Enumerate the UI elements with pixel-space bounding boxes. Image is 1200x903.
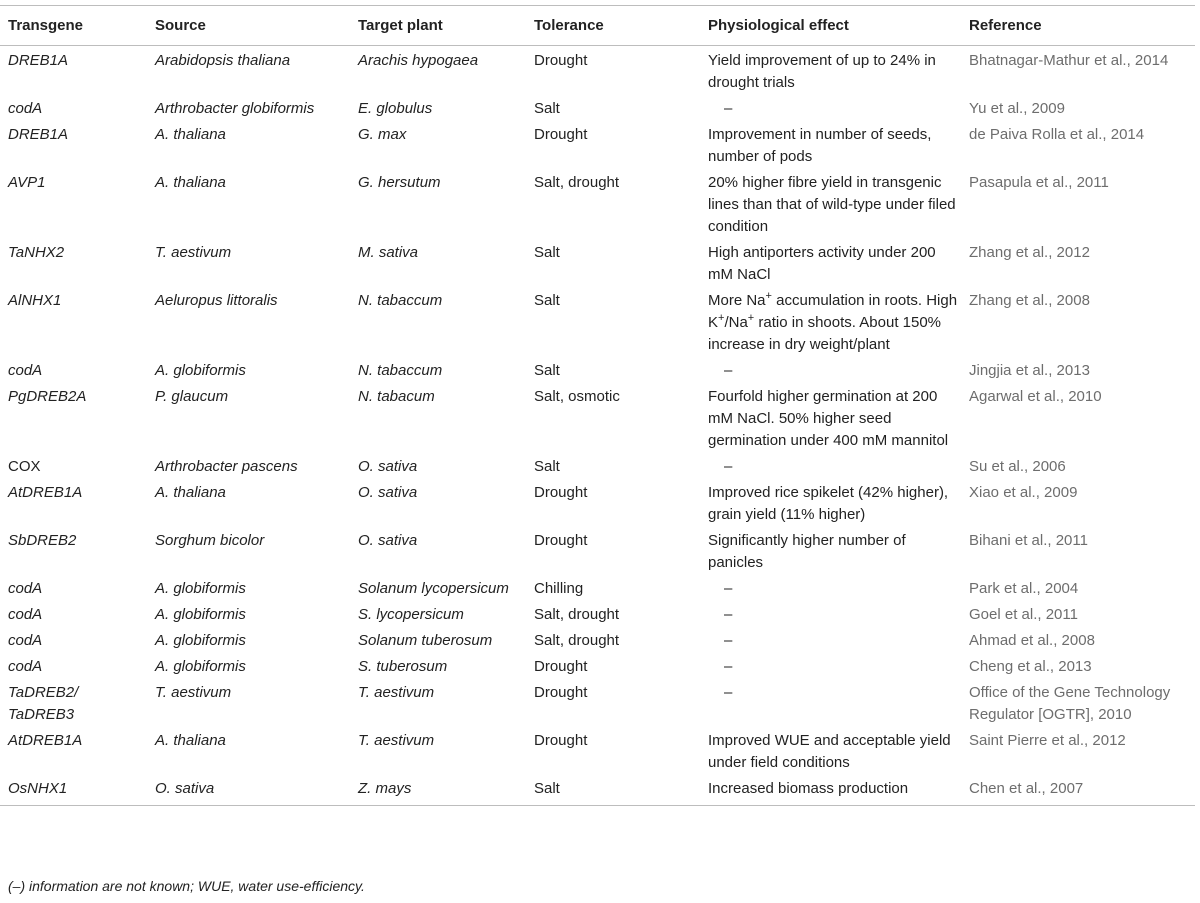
cell-physiological-effect: – xyxy=(724,606,733,623)
cell-reference: Yu et al., 2009 xyxy=(969,100,1065,117)
cell-physiological-effect: Fourfold higher germination at 200 mM NaCl. 50% higher seed germination under 400 mM mannitol xyxy=(708,388,949,449)
cell-reference: Zhang et al., 2008 xyxy=(969,292,1090,309)
table-row xyxy=(0,170,1195,240)
cell-transgene: codA xyxy=(8,606,43,623)
cell-source: P. glaucum xyxy=(155,388,229,405)
table-row xyxy=(0,288,1195,358)
header-source: Source xyxy=(147,6,350,46)
cell-target-plant: O. sativa xyxy=(358,532,418,549)
cell-physiological-effect: – xyxy=(724,580,733,597)
cell-reference: Jingjia et al., 2013 xyxy=(969,362,1090,379)
cell-transgene: OsNHX1 xyxy=(0,776,147,806)
cell-tolerance: Salt, drought xyxy=(534,606,620,623)
cell-source: A. globiformis xyxy=(155,606,246,623)
cell-tolerance: Chilling xyxy=(534,580,584,597)
cell-transgene: DREB1A xyxy=(8,126,69,143)
cell-reference: Xiao et al., 2009 xyxy=(969,484,1078,501)
table-body xyxy=(0,46,1195,806)
cell-target-plant: N. tabaccum xyxy=(358,362,443,379)
cell-target-plant: G. max xyxy=(358,126,407,143)
table-row xyxy=(0,680,1195,728)
header-row xyxy=(0,6,1195,46)
cell-tolerance: Salt xyxy=(534,244,560,261)
cell-source: A. thaliana xyxy=(155,484,226,501)
cell-physiological-effect: – xyxy=(724,632,733,649)
cell-physiological-effect: Increased biomass production xyxy=(700,776,961,806)
cell-source: A. globiformis xyxy=(155,580,246,597)
cell-source: A. globiformis xyxy=(155,658,246,675)
cell-target-plant: T. aestivum xyxy=(358,684,435,701)
cell-reference: Saint Pierre et al., 2012 xyxy=(969,732,1126,749)
cell-transgene: codA xyxy=(8,658,43,675)
cell-source: A. globiformis xyxy=(155,632,246,649)
cell-reference: Park et al., 2004 xyxy=(969,580,1079,597)
cell-physiological-effect: – xyxy=(724,458,733,475)
header-transgene: Transgene xyxy=(0,6,147,46)
cell-source: Arthrobacter globiformis xyxy=(155,100,315,117)
cell-target-plant: O. sativa xyxy=(358,484,418,501)
cell-reference: Bhatnagar-Mathur et al., 2014 xyxy=(969,52,1169,69)
cell-transgene: DREB1A xyxy=(8,52,69,69)
table-row xyxy=(0,728,1195,776)
cell-target-plant: Arachis hypogaea xyxy=(358,52,479,69)
table-row xyxy=(0,454,1195,480)
cell-transgene: codA xyxy=(8,362,43,379)
cell-target-plant: E. globulus xyxy=(358,100,433,117)
header-reference: Reference xyxy=(961,6,1195,46)
cell-target-plant: Solanum lycopersicum xyxy=(358,580,509,597)
table-row xyxy=(0,602,1195,628)
cell-transgene: SbDREB2 xyxy=(8,532,77,549)
cell-source: A. thaliana xyxy=(155,174,226,191)
table-row xyxy=(0,480,1195,528)
cell-target-plant: Solanum tuberosum xyxy=(358,632,493,649)
table-header xyxy=(0,6,1195,46)
cell-reference: Su et al., 2006 xyxy=(969,458,1066,475)
cell-transgene: codA xyxy=(8,100,43,117)
table-row xyxy=(0,654,1195,680)
cell-transgene: AVP1 xyxy=(8,174,46,191)
table-row xyxy=(0,528,1195,576)
cell-tolerance: Drought xyxy=(534,732,588,749)
cell-reference: Cheng et al., 2013 xyxy=(969,658,1092,675)
cell-target-plant: M. sativa xyxy=(358,244,419,261)
table-row xyxy=(0,122,1195,170)
cell-tolerance: Drought xyxy=(534,532,588,549)
cell-source: Sorghum bicolor xyxy=(155,532,265,549)
cell-reference: Chen et al., 2007 xyxy=(961,776,1195,806)
cell-transgene: AlNHX1 xyxy=(8,292,62,309)
transgene-table xyxy=(0,5,1195,806)
cell-transgene: TaNHX2 xyxy=(8,244,65,261)
cell-physiological-effect: Yield improvement of up to 24% in drought trials xyxy=(708,52,936,91)
cell-target-plant: T. aestivum xyxy=(358,732,435,749)
cell-reference: de Paiva Rolla et al., 2014 xyxy=(969,126,1145,143)
cell-reference: Bihani et al., 2011 xyxy=(969,532,1088,549)
cell-source: T. aestivum xyxy=(155,244,232,261)
cell-transgene: codA xyxy=(8,632,43,649)
cell-reference: Pasapula et al., 2011 xyxy=(969,174,1109,191)
cell-tolerance: Drought xyxy=(534,484,588,501)
cell-tolerance: Salt xyxy=(526,776,700,806)
cell-physiological-effect: Improvement in number of seeds, number of pods xyxy=(708,126,932,165)
cell-target-plant: S. lycopersicum xyxy=(358,606,464,623)
cell-transgene: PgDREB2A xyxy=(8,388,87,405)
cell-reference: Goel et al., 2011 xyxy=(969,606,1078,623)
cell-source: Arabidopsis thaliana xyxy=(155,52,291,69)
cell-tolerance: Drought xyxy=(534,658,588,675)
table-row xyxy=(0,358,1195,384)
cell-source: Arthrobacter pascens xyxy=(155,458,298,475)
cell-target-plant: S. tuberosum xyxy=(358,658,448,675)
table-row xyxy=(0,46,1195,97)
cell-source: Aeluropus littoralis xyxy=(155,292,278,309)
cell-tolerance: Drought xyxy=(534,126,588,143)
header-physiological-effect: Physiological effect xyxy=(700,6,961,46)
table-row xyxy=(0,384,1195,454)
cell-transgene: COX xyxy=(8,458,41,475)
cell-target-plant: O. sativa xyxy=(358,458,418,475)
cell-source: A. globiformis xyxy=(155,362,246,379)
cell-physiological-effect: – xyxy=(724,100,733,117)
cell-tolerance: Salt xyxy=(534,100,560,117)
cell-physiological-effect: – xyxy=(724,684,733,701)
cell-target-plant: Z. mays xyxy=(350,776,526,806)
cell-physiological-effect: 20% higher fibre yield in transgenic lines than that of wild-type under filed condition xyxy=(708,174,956,235)
cell-physiological-effect: Improved rice spikelet (42% higher), grain yield (11% higher) xyxy=(708,484,949,523)
cell-source: A. thaliana xyxy=(155,126,226,143)
cell-tolerance: Salt xyxy=(534,292,560,309)
cell-transgene: AtDREB1A xyxy=(8,484,83,501)
cell-tolerance: Salt xyxy=(534,362,560,379)
cell-physiological-effect: – xyxy=(724,658,733,675)
cell-tolerance: Drought xyxy=(534,684,588,701)
cell-transgene: AtDREB1A xyxy=(8,732,83,749)
table-row xyxy=(0,628,1195,654)
cell-reference: Agarwal et al., 2010 xyxy=(969,388,1102,405)
cell-transgene: codA xyxy=(8,580,43,597)
cell-physiological-effect: Significantly higher number of panicles xyxy=(708,532,906,571)
cell-tolerance: Salt, drought xyxy=(534,174,620,191)
cell-target-plant: N. tabacum xyxy=(358,388,435,405)
cell-target-plant: N. tabaccum xyxy=(358,292,443,309)
cell-tolerance: Salt xyxy=(534,458,560,475)
cell-transgene: TaDREB2/ TaDREB3 xyxy=(8,684,79,723)
table-row xyxy=(0,776,1195,806)
cell-tolerance: Salt, drought xyxy=(534,632,620,649)
table-row xyxy=(0,576,1195,602)
cell-source: A. thaliana xyxy=(155,732,226,749)
table-row xyxy=(0,240,1195,288)
cell-physiological-effect: More Na+ accumulation in roots. High K+/Na+ ratio in shoots. About 150% increase in dry weight/plant xyxy=(708,290,958,353)
table-footnote: (–) information are not known; WUE, water use-efficiency. xyxy=(8,878,365,894)
cell-reference: Office of the Gene Technology Regulator [OGTR], 2010 xyxy=(969,684,1171,723)
table-row xyxy=(0,96,1195,122)
cell-physiological-effect: – xyxy=(724,362,733,379)
cell-physiological-effect: High antiporters activity under 200 mM NaCl xyxy=(708,244,936,283)
cell-tolerance: Drought xyxy=(534,52,588,69)
cell-reference: Zhang et al., 2012 xyxy=(969,244,1090,261)
cell-source: T. aestivum xyxy=(155,684,232,701)
cell-tolerance: Salt, osmotic xyxy=(534,388,620,405)
header-target-plant: Target plant xyxy=(350,6,526,46)
cell-reference: Ahmad et al., 2008 xyxy=(969,632,1095,649)
cell-physiological-effect: Improved WUE and acceptable yield under field conditions xyxy=(708,732,951,771)
header-tolerance: Tolerance xyxy=(526,6,700,46)
cell-source: O. sativa xyxy=(147,776,350,806)
cell-target-plant: G. hersutum xyxy=(358,174,441,191)
